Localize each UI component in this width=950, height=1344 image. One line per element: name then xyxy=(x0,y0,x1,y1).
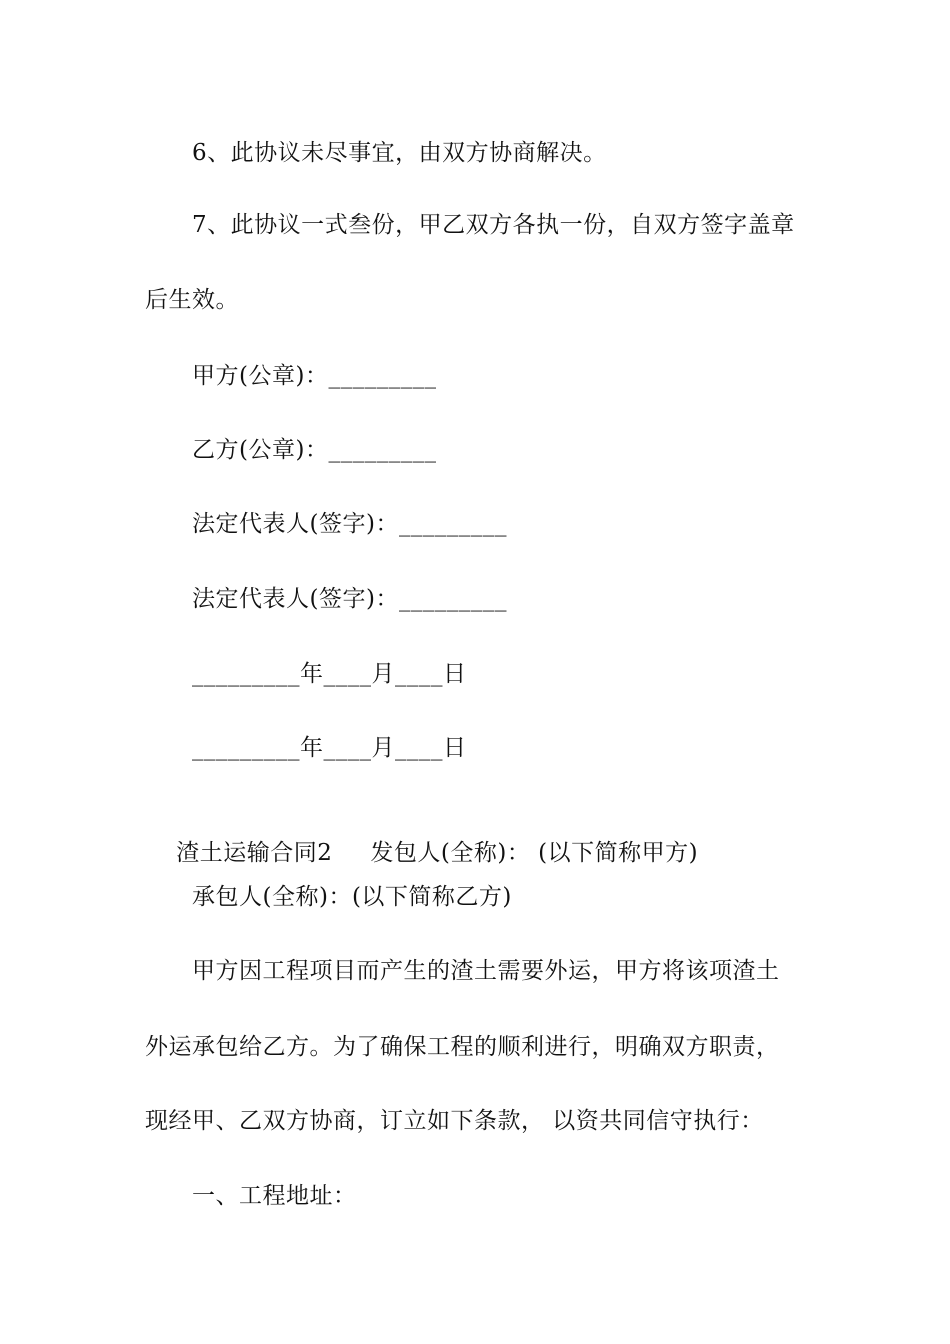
contract-2-title: 渣土运输合同2 xyxy=(176,840,333,866)
clause-7: 7、此协议一式叁份，甲乙双方各执一份，自双方签字盖章 xyxy=(192,212,795,238)
clause-7-continued: 后生效。 xyxy=(145,287,239,313)
legal-rep-signature-line-1: 法定代表人(签字)：_________ xyxy=(192,511,507,537)
clause-6: 6、此协议未尽事宜，由双方协商解决。 xyxy=(192,140,607,166)
party-a-seal-line: 甲方(公章)：_________ xyxy=(192,363,437,389)
contract-2-intro-2: 外运承包给乙方。为了确保工程的顺利进行，明确双方职责， xyxy=(145,1034,780,1060)
party-b-seal-line: 乙方(公章)：_________ xyxy=(192,437,437,463)
contract-2-party-a: 发包人(全称)： (以下简称甲方) xyxy=(370,840,699,866)
date-line-1: _________年____月____日 xyxy=(192,661,467,687)
legal-rep-signature-line-2: 法定代表人(签字)：_________ xyxy=(192,586,507,612)
date-line-2: _________年____月____日 xyxy=(192,735,467,761)
contract-2-intro-3: 现经甲、乙双方协商，订立如下条款， 以资共同信守执行： xyxy=(145,1108,764,1134)
contract-2-party-b: 承包人(全称)：(以下简称乙方) xyxy=(192,884,512,910)
contract-2-intro-1: 甲方因工程项目而产生的渣土需要外运，甲方将该项渣土 xyxy=(192,958,780,984)
section-1-heading: 一、工程地址： xyxy=(192,1183,357,1209)
